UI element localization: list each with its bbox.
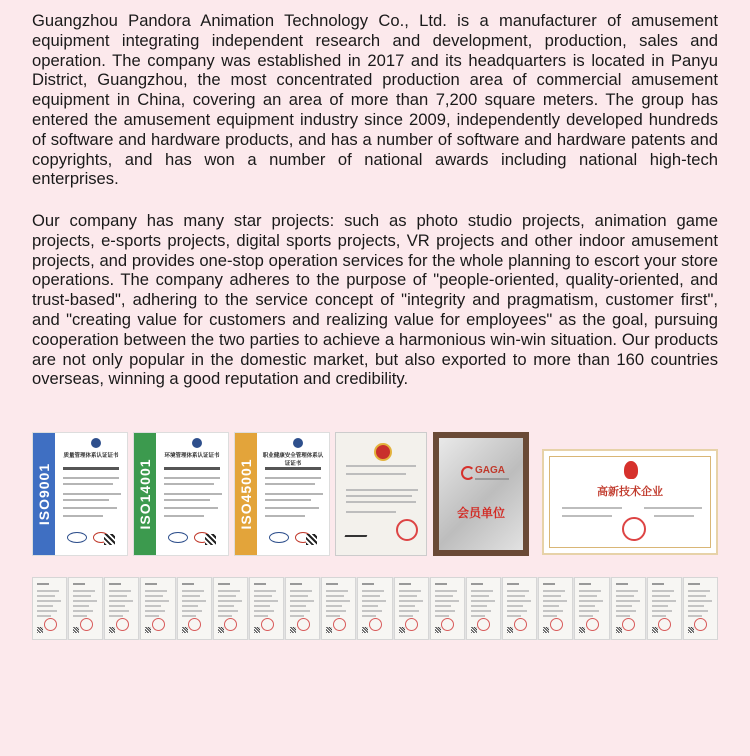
qr-code-icon (543, 627, 549, 633)
patent-certificate (538, 577, 573, 640)
certificate-stripe: ISO14001 (134, 433, 156, 555)
patent-certificate (357, 577, 392, 640)
official-stamp-icon (550, 618, 563, 631)
official-stamp-icon (441, 618, 454, 631)
official-stamp-icon (622, 618, 635, 631)
official-stamp-icon (261, 618, 274, 631)
qr-code-icon (507, 627, 513, 633)
signature-icon (345, 529, 370, 537)
patent-certificate (394, 577, 429, 640)
official-stamp-icon (477, 618, 490, 631)
qr-code-icon (652, 627, 658, 633)
qr-code-icon (290, 627, 296, 633)
patent-certificates-row (32, 577, 718, 640)
qr-code-icon (182, 627, 188, 633)
patent-certificate (647, 577, 682, 640)
gaga-logo-icon (461, 466, 475, 480)
qr-code-icon (435, 627, 441, 633)
official-stamp-icon (622, 517, 646, 541)
official-stamp-icon (152, 618, 165, 631)
official-stamp-icon (514, 618, 527, 631)
hitech-logo-icon (624, 461, 638, 479)
accreditation-logo-icon (269, 532, 289, 543)
official-stamp-icon (224, 618, 237, 631)
qr-code-icon (145, 627, 151, 633)
national-emblem-icon (374, 443, 392, 461)
patent-certificate (321, 577, 356, 640)
official-stamp-icon (44, 618, 57, 631)
company-intro-paragraph: Guangzhou Pandora Animation Technology Co., Ltd. is a manufacturer of amusement equipment integrating independent research and development, production, sales and operation. The company was established in 2017 and its headquarters is located in Panyu District, Guangzhou, the most concentrated production area of commercial amusement equipment in China, covering an area of more than 7,200 square meters. The group has entered the amusement equipment industry since 2009, independently developed hundreds of software and hardware products, and has a number of software and hardware patents and copyrights, and has won a number of national awards including national high-tech enterprises. (32, 11, 718, 189)
hitech-enterprise-certificate (542, 449, 718, 555)
iso45001-certificate (234, 432, 330, 556)
star-projects-paragraph: Our company has many star projects: such as photo studio projects, animation game projects, e-sports projects, digital sports projects, VR projects and other indoor amusement projects, and provides one-stop operation services for the whole planning to escort your store operations. The company adheres to the purpose of "people-oriented, quality-oriented, and trust-based", adhering to the service concept of "integrity and pragmatism, customer first", and "creating value for customers and realizing value for employees" as the goal, pursuing cooperation between the two parties to achieve a harmonious win-win situation. Our products are not only popular in the domestic market, but also exported to more than 160 countries overseas, winning a good reputation and credibility. (32, 211, 718, 389)
official-stamp-icon (658, 618, 671, 631)
patent-certificate (611, 577, 646, 640)
qr-code-icon (104, 534, 115, 545)
accreditation-logo-icon (67, 532, 87, 543)
official-stamp-icon (694, 618, 707, 631)
qr-code-icon (37, 627, 43, 633)
official-stamp-icon (405, 618, 418, 631)
patent-certificate (574, 577, 609, 640)
qr-code-icon (254, 627, 260, 633)
qr-code-icon (616, 627, 622, 633)
official-stamp-icon (188, 618, 201, 631)
patent-certificate (502, 577, 537, 640)
qr-code-icon (326, 627, 332, 633)
certificate-stripe: ISO45001 (235, 433, 257, 555)
patent-certificate (683, 577, 718, 640)
patent-certificate (466, 577, 501, 640)
qr-code-icon (109, 627, 115, 633)
certificate-title: 职业健康安全管理体系认证证书 (262, 453, 324, 467)
hitech-certificate-title: 高新技术企业 (597, 486, 663, 498)
official-stamp-icon (333, 618, 346, 631)
certification-seal-icon (293, 438, 303, 448)
official-stamp-icon (116, 618, 129, 631)
qr-code-icon (399, 627, 405, 633)
patent-certificate (140, 577, 175, 640)
qr-code-icon (688, 627, 694, 633)
certification-seal-icon (91, 438, 101, 448)
qr-code-icon (471, 627, 477, 633)
qr-code-icon (73, 627, 79, 633)
official-stamp-icon (396, 519, 418, 541)
patent-certificate (104, 577, 139, 640)
qr-code-icon (306, 534, 317, 545)
patent-certificate (285, 577, 320, 640)
official-stamp-icon (80, 618, 93, 631)
certificate-title: 环境管理体系认证证书 (164, 453, 220, 459)
gaga-member-plaque (433, 432, 529, 556)
qr-code-icon (218, 627, 224, 633)
certificates-row (32, 432, 718, 557)
patent-certificate (177, 577, 212, 640)
patent-certificate (213, 577, 248, 640)
patent-certificate (32, 577, 67, 640)
certification-seal-icon (192, 438, 202, 448)
qr-code-icon (579, 627, 585, 633)
patent-certificate (249, 577, 284, 640)
official-stamp-icon (586, 618, 599, 631)
plaque-brand: GAGA (475, 465, 505, 476)
certificate-stripe: ISO9001 (33, 433, 55, 555)
patent-certificate (430, 577, 465, 640)
official-stamp-icon (369, 618, 382, 631)
qr-code-icon (362, 627, 368, 633)
accreditation-logo-icon (168, 532, 188, 543)
official-stamp-icon (297, 618, 310, 631)
iso9001-certificate (32, 432, 128, 556)
plaque-member-text: 会员单位 (456, 506, 505, 520)
qr-code-icon (205, 534, 216, 545)
trademark-certificate (335, 432, 427, 556)
certificate-title: 质量管理体系认证证书 (63, 453, 119, 459)
iso14001-certificate (133, 432, 229, 556)
patent-certificate (68, 577, 103, 640)
